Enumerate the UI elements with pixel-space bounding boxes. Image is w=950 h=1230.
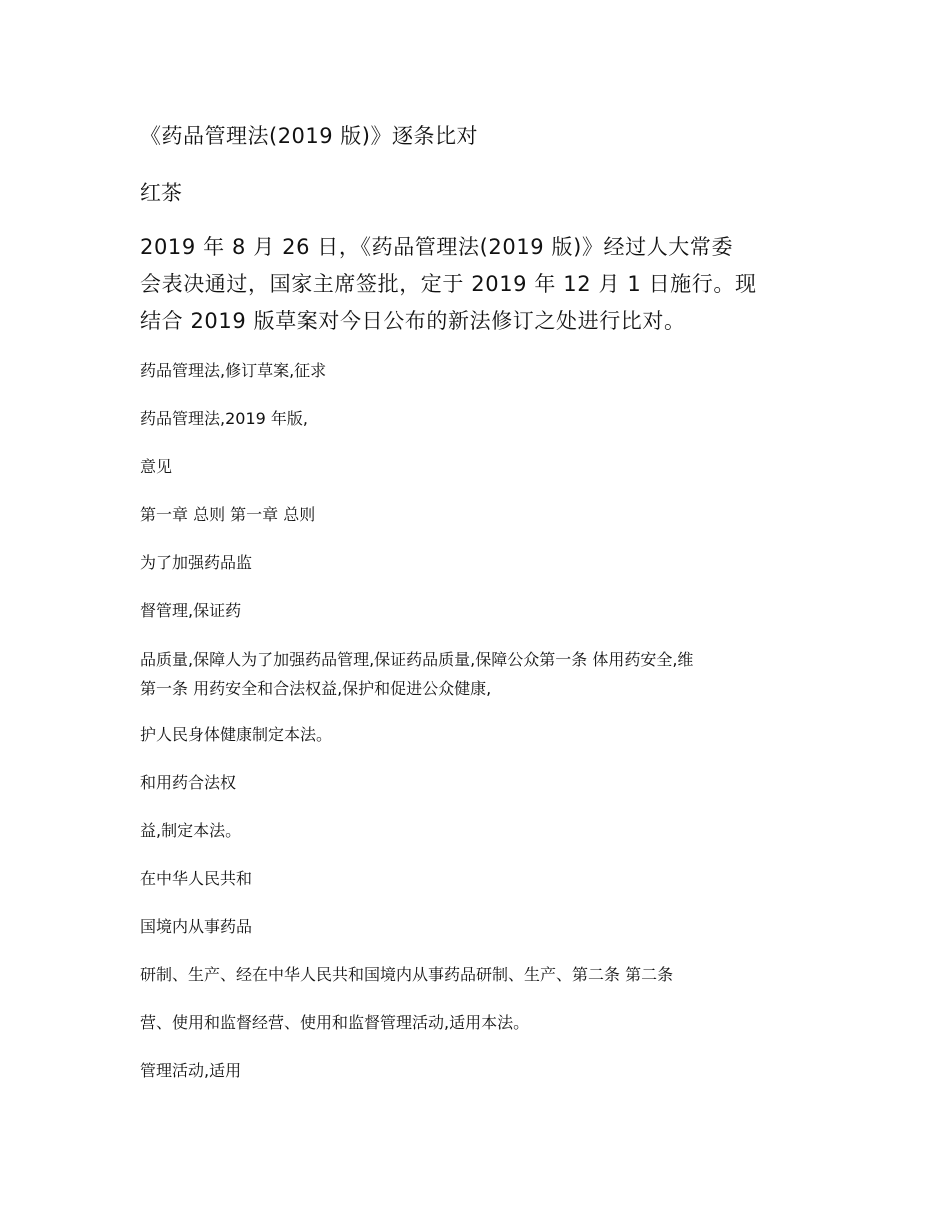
body-paragraph: 第一章 总则 第一章 总则 xyxy=(140,505,316,524)
comparison-body xyxy=(140,357,830,1105)
body-paragraph: 益,制定本法。 xyxy=(140,821,242,840)
document-author: 红茶 xyxy=(140,181,182,205)
body-paragraph: 营、使用和监督经营、使用和监督管理活动,适用本法。 xyxy=(140,1013,530,1032)
intro-line: 结合 2019 版草案对今日公布的新法修订之处进行比对。 xyxy=(140,309,686,333)
body-paragraph: 管理活动,适用 xyxy=(140,1061,242,1080)
body-paragraph: 和用药合法权 xyxy=(140,773,237,792)
body-paragraph: 国境内从事药品 xyxy=(140,917,253,936)
body-paragraph-two-line xyxy=(140,645,830,703)
body-paragraph: 督管理,保证药 xyxy=(140,601,242,620)
intro-line: 2019 年 8 月 26 日，《药品管理法(2019 版)》经过人大常委 xyxy=(140,235,734,259)
body-paragraph: 护人民身体健康制定本法。 xyxy=(140,725,333,744)
intro-line: 会表决通过，国家主席签批，定于 2019 年 12 月 1 日施行。现 xyxy=(140,272,757,296)
body-paragraph: 意见 xyxy=(140,457,173,476)
document-title: 《药品管理法(2019 版)》逐条比对 xyxy=(140,124,479,148)
intro-paragraph xyxy=(140,229,830,340)
body-paragraph: 在中华人民共和 xyxy=(140,869,253,888)
body-paragraph: 药品管理法,修订草案,征求 xyxy=(140,361,327,380)
body-line: 第一条 用药安全和合法权益,保护和促进公众健康, xyxy=(140,679,492,698)
body-paragraph: 药品管理法,2019 年版, xyxy=(140,409,308,428)
body-paragraph: 为了加强药品监 xyxy=(140,553,253,572)
body-paragraph: 研制、生产、经在中华人民共和国境内从事药品研制、生产、第二条 第二条 xyxy=(140,965,674,984)
body-line: 品质量,保障人为了加强药品管理,保证药品质量,保障公众第一条 体用药安全,维 xyxy=(140,650,694,669)
